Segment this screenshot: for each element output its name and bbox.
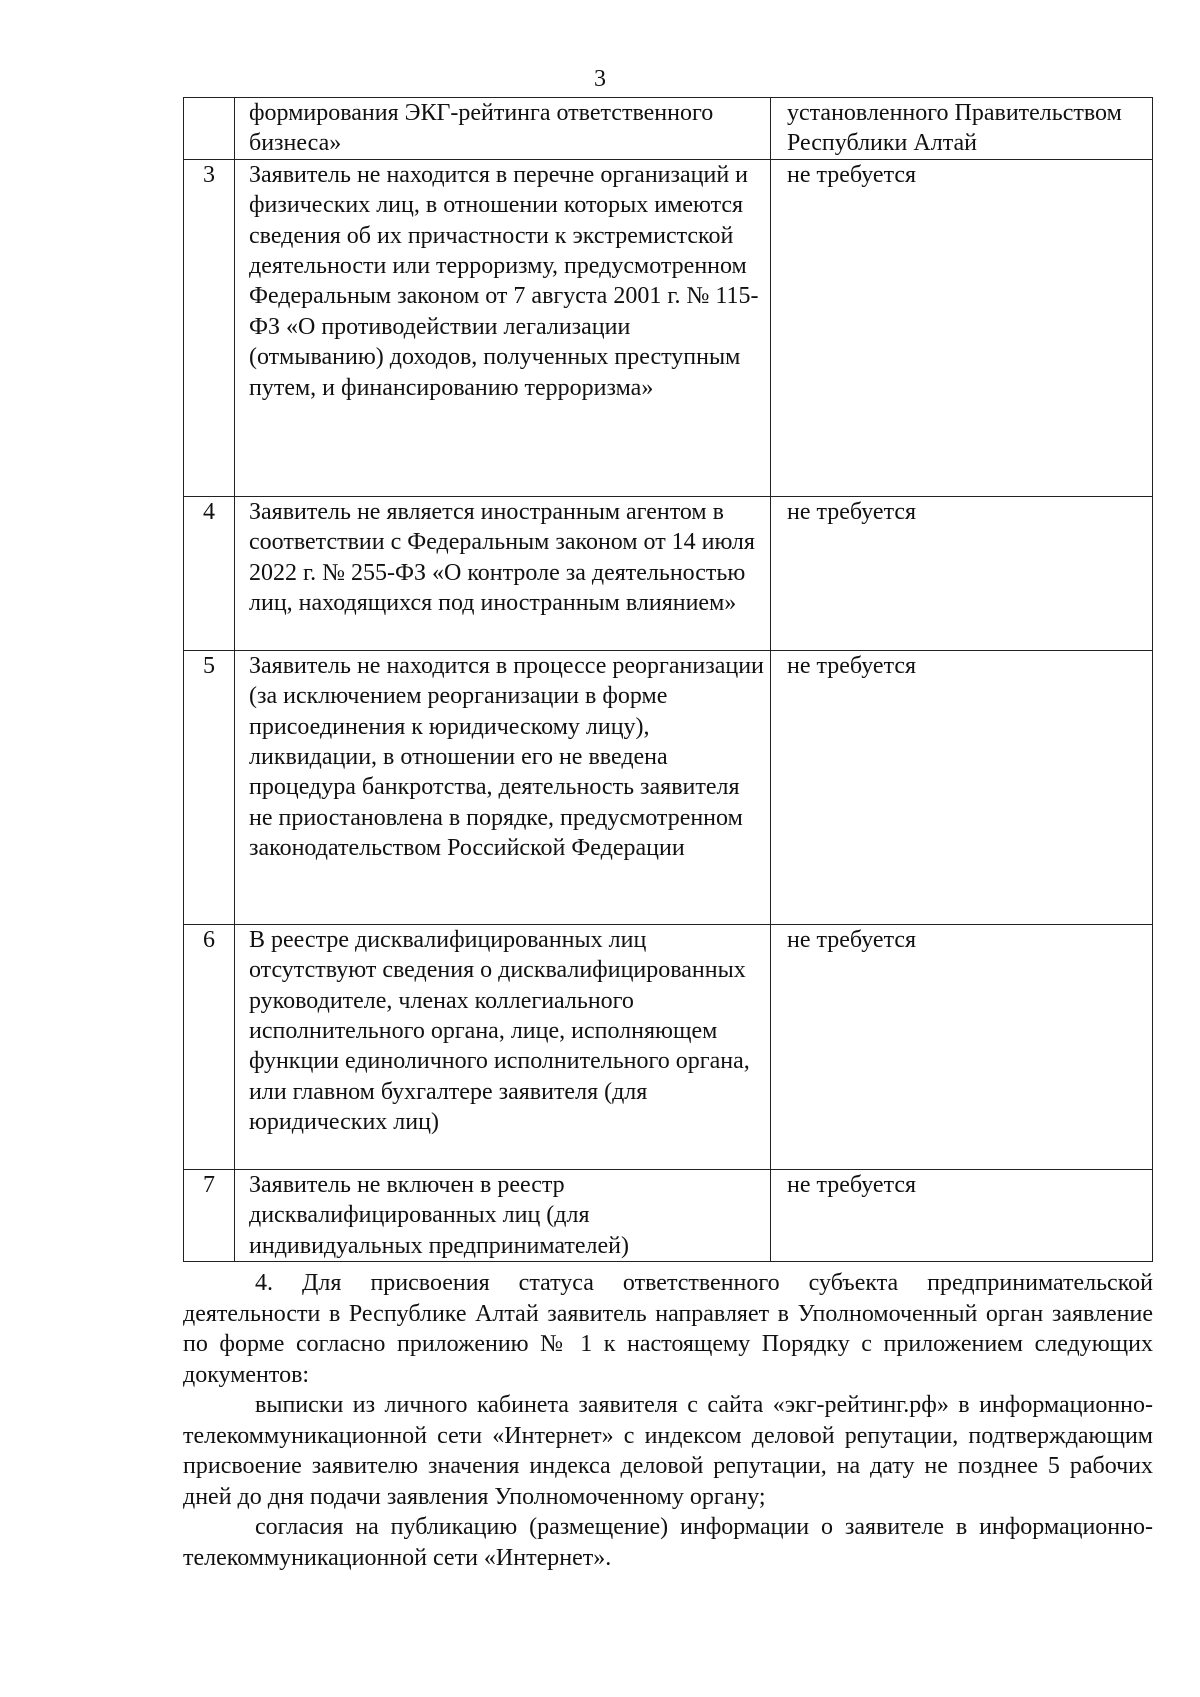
- paragraph-item-4: 4. Для присвоения статуса ответственного субъекта предпринимательской деятельности в Республике Алтай заявитель направляет в Уполномоченный орган заявление по форме согласно приложению № 1 к настоящему Порядку с приложением следующих документов:: [183, 1270, 1153, 1388]
- requirement-description: Заявитель не является иностранным агентом в соответствии с Федеральным законом от 14 июля 2022 г. № 255-ФЗ «О контроле за деятельностью лиц, находящихся под иностранным влиянием»: [235, 496, 771, 650]
- page-number: 3: [594, 66, 606, 92]
- required-document: не требуется: [771, 1169, 1153, 1261]
- required-document: не требуется: [771, 650, 1153, 924]
- requirement-description: Заявитель не находится в перечне организаций и физических лиц, в отношении которых имеются сведения об их причастности к экстремистской деятельности или терроризму, предусмотренном Федеральным законом от 7 августа 2001 г. № 115-ФЗ «О противодействии легализации (отмыванию) доходов, полученных преступным путем, и финансированию терроризма»: [235, 159, 771, 496]
- row-number: 4: [184, 496, 235, 650]
- row-number: 6: [184, 924, 235, 1169]
- requirement-description: Заявитель не включен в реестр дисквалифицированных лиц (для индивидуальных предпринимателей): [235, 1169, 771, 1261]
- paragraph-extract: выписки из личного кабинета заявителя с сайта «экг-рейтинг.рф» в информационно-телекоммуникационной сети «Интернет» с индексом деловой репутации, подтверждающим присвоение заявителю значения индекса деловой репутации, на дату не позднее 5 рабочих дней до дня подачи заявления Уполномоченному органу;: [183, 1392, 1153, 1510]
- required-document: не требуется: [771, 159, 1153, 496]
- requirements-table: [183, 97, 1153, 1262]
- row-number: [184, 98, 235, 160]
- requirement-description: формирования ЭКГ-рейтинга ответственного бизнеса»: [235, 98, 771, 160]
- table-row: [184, 650, 1153, 924]
- table-row: [184, 496, 1153, 650]
- paragraph-consent: согласия на публикацию (размещение) информации о заявителе в информационно-телекоммуникационной сети «Интернет».: [183, 1514, 1153, 1571]
- table-row: [184, 1169, 1153, 1261]
- row-number: 7: [184, 1169, 235, 1261]
- requirement-description: В реестре дисквалифицированных лиц отсутствуют сведения о дисквалифицированных руководителе, членах коллегиального исполнительного органа, лице, исполняющем функции единоличного исполнительного органа, или главном бухгалтере заявителя (для юридических лиц): [235, 924, 771, 1169]
- table-row: [184, 159, 1153, 496]
- table-row: [184, 98, 1153, 160]
- requirement-description: Заявитель не находится в процессе реорганизации (за исключением реорганизации в форме присоединения к юридическому лицу), ликвидации, в отношении его не введена процедура банкротства, деятельность заявителя не приостановлена в порядке, предусмотренном законодательством Российской Федерации: [235, 650, 771, 924]
- row-number: 5: [184, 650, 235, 924]
- required-document: установленного Правительством Республики Алтай: [771, 98, 1153, 160]
- required-document: не требуется: [771, 496, 1153, 650]
- row-number: 3: [184, 159, 235, 496]
- body-text: [183, 1268, 1153, 1573]
- required-document: не требуется: [771, 924, 1153, 1169]
- table-row: [184, 924, 1153, 1169]
